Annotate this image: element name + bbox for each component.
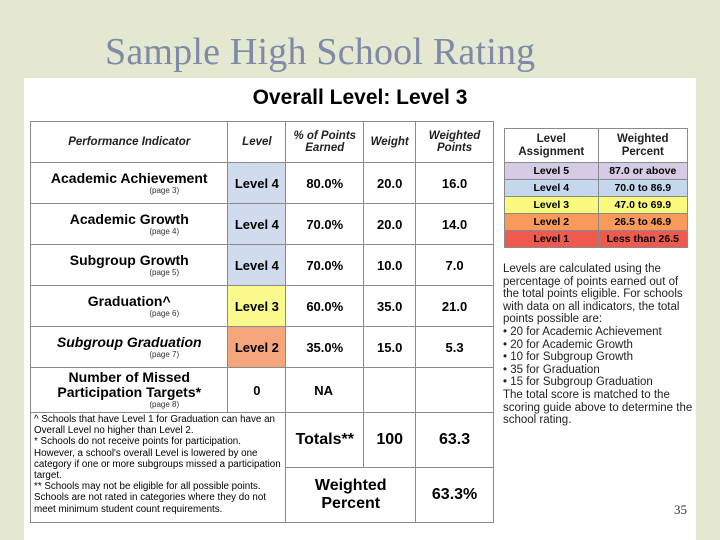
weighted-points-cell: 14.0 [416, 204, 494, 245]
assignment-header-row [505, 129, 688, 163]
indicator-cell [31, 204, 228, 245]
list-item: • 35 for Graduation [503, 363, 600, 376]
weight-cell: 20.0 [364, 163, 416, 204]
percent-cell: 80.0% [286, 163, 364, 204]
header-weighted-percent: Weighted Percent [598, 129, 687, 163]
header-performance-indicator: Performance Indicator [31, 122, 228, 163]
indicator-page: (page 8) [149, 400, 180, 409]
table-row [31, 286, 494, 327]
level-cell: Level 4 [228, 204, 286, 245]
weight-cell: 10.0 [364, 245, 416, 286]
list-item: • 20 for Academic Achievement [503, 325, 662, 338]
totals-weight: 100 [364, 413, 416, 468]
indicator-page: (page 4) [149, 226, 180, 236]
points-possible-list [503, 326, 693, 389]
level-cell: Level 4 [228, 245, 286, 286]
rating-panel [24, 78, 696, 540]
assignment-level: Level 1 [505, 231, 599, 248]
performance-table [30, 121, 494, 523]
list-item: • 20 for Academic Growth [503, 338, 633, 351]
indicator-name: Number of Missed Participation Targets* [57, 369, 202, 400]
indicator-name: Graduation^ [87, 292, 171, 309]
na-cell: NA [286, 368, 364, 413]
header-percent-earned: % of Points Earned [286, 122, 364, 163]
assignment-range: 26.5 to 46.9 [598, 214, 687, 231]
weighted-percent-label: Weighted Percent [286, 468, 416, 523]
assignment-level: Level 2 [505, 214, 599, 231]
list-item: • 15 for Subgroup Graduation [503, 376, 653, 389]
assignment-row [505, 197, 688, 214]
totals-row [31, 413, 494, 468]
level-cell: 0 [228, 368, 286, 413]
assignment-row [505, 163, 688, 180]
percent-cell: 70.0% [286, 245, 364, 286]
assignment-range: Less than 26.5 [598, 231, 687, 248]
explanation-outro: The total score is matched to the scoring guide above to determine the school rating. [503, 388, 693, 427]
level-cell: Level 2 [228, 327, 286, 368]
weighted-points-cell: 16.0 [416, 163, 494, 204]
performance-header-row [31, 122, 494, 163]
assignment-row [505, 180, 688, 197]
empty-cell [364, 368, 416, 413]
assignment-range: 87.0 or above [598, 163, 687, 180]
header-level: Level [228, 122, 286, 163]
indicator-cell [31, 327, 228, 368]
level-cell: Level 4 [228, 163, 286, 204]
totals-label: Totals** [286, 413, 364, 468]
weighted-points-cell: 21.0 [416, 286, 494, 327]
footnotes: ^ Schools that have Level 1 for Graduation can have an Overall Level no higher than Level 2. * Schools do not receive points for participation. However, a school's overall Level is lowered by one category if one or more subgroups missed a participation target. ** Schools may not be eligible for all possible points. Schools are not rated in categories where they do not meet minimum student count requirements. [31, 413, 286, 523]
table-row [31, 327, 494, 368]
indicator-page: (page 5) [149, 267, 180, 277]
indicator-name: Subgroup Graduation [56, 333, 202, 350]
indicator-name: Academic Achievement [50, 169, 208, 186]
assignment-range: 70.0 to 86.9 [598, 180, 687, 197]
assignment-row [505, 214, 688, 231]
percent-cell: 60.0% [286, 286, 364, 327]
indicator-cell [31, 163, 228, 204]
empty-cell [416, 368, 494, 413]
slide-title: Sample High School Rating [105, 31, 536, 73]
level-cell: Level 3 [228, 286, 286, 327]
page-number: 35 [674, 502, 687, 517]
table-row [31, 368, 494, 413]
table-row [31, 245, 494, 286]
indicator-name: Academic Growth [69, 210, 189, 227]
table-row [31, 204, 494, 245]
header-level-assignment: Level Assignment [505, 129, 599, 163]
weight-cell: 20.0 [364, 204, 416, 245]
overall-level-heading: Overall Level: Level 3 [252, 86, 468, 109]
header-weighted-points: Weighted Points [416, 122, 494, 163]
percent-cell: 70.0% [286, 204, 364, 245]
indicator-page: (page 6) [149, 308, 180, 318]
weight-cell: 15.0 [364, 327, 416, 368]
assignment-level: Level 4 [505, 180, 599, 197]
assignment-range: 47.0 to 69.9 [598, 197, 687, 214]
list-item: • 10 for Subgroup Growth [503, 351, 633, 364]
weighted-points-cell: 5.3 [416, 327, 494, 368]
header-weight: Weight [364, 122, 416, 163]
indicator-cell [31, 245, 228, 286]
weighted-percent-value: 63.3% [416, 468, 494, 523]
explanation-intro: Levels are calculated using the percentage of points earned out of the total points eligible. For schools with data on all indicators, the total points possible are: [503, 263, 683, 326]
indicator-cell [31, 286, 228, 327]
level-assignment-table [504, 128, 688, 248]
indicator-page: (page 3) [149, 185, 180, 195]
indicator-cell [31, 368, 228, 413]
weight-cell: 35.0 [364, 286, 416, 327]
assignment-level: Level 3 [505, 197, 599, 214]
assignment-level: Level 5 [505, 163, 599, 180]
indicator-page: (page 7) [149, 349, 180, 359]
weighted-points-cell: 7.0 [416, 245, 494, 286]
assignment-row [505, 231, 688, 248]
totals-points: 63.3 [416, 413, 494, 468]
percent-cell: 35.0% [286, 327, 364, 368]
level-explanation [503, 263, 693, 427]
table-row [31, 163, 494, 204]
indicator-name: Subgroup Growth [69, 251, 189, 268]
